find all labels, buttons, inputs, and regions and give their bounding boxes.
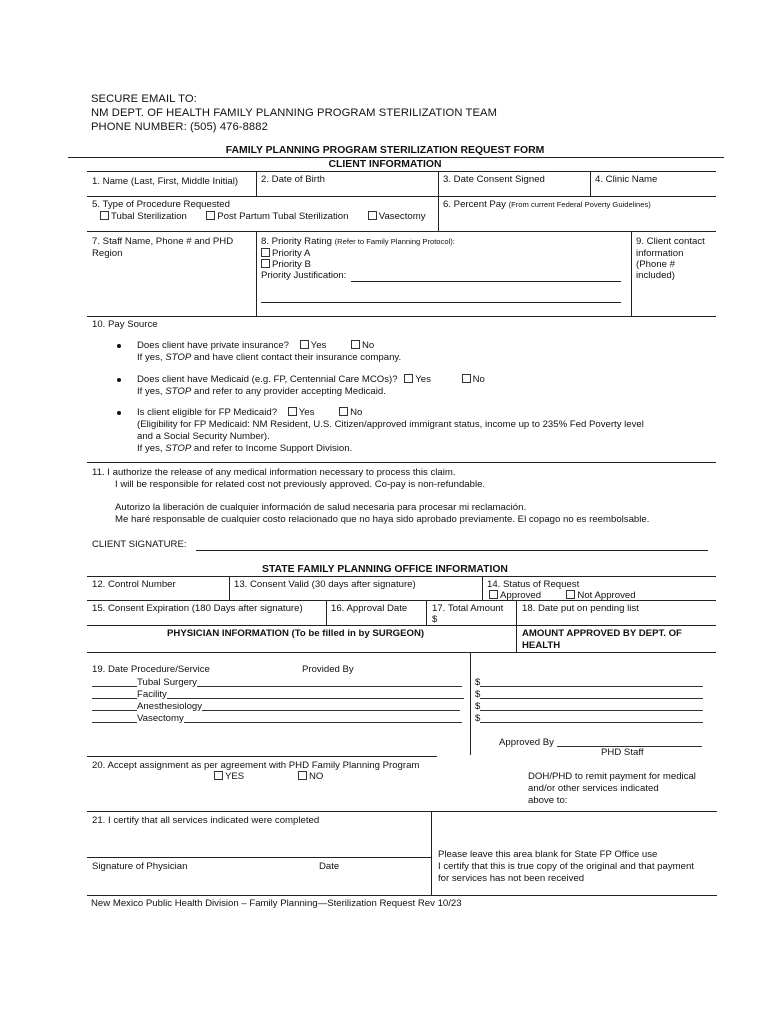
medicaid-yes-checkbox[interactable]: [404, 374, 413, 383]
service-row-facility[interactable]: Facility: [92, 688, 464, 700]
priority-justification-line[interactable]: [351, 281, 621, 282]
true-copy-line-2: for services has not been received: [438, 873, 585, 884]
amount-vasectomy[interactable]: $: [475, 712, 703, 724]
procedure-type-label: 5. Type of Procedure Requested: [92, 199, 230, 210]
accept-no-checkbox: [298, 771, 307, 780]
pending-date-label: 18. Date put on pending list: [522, 603, 639, 614]
approved-checkbox[interactable]: [489, 590, 498, 599]
clinic-name-field-label: 4. Clinic Name: [595, 174, 658, 185]
request-status-label: 14. Status of Request: [487, 579, 580, 590]
priority-justification-label: Priority Justification:: [261, 270, 347, 281]
physician-info-title: PHYSICIAN INFORMATION (To be filled in by SURGEON): [167, 628, 425, 639]
client-signature-line[interactable]: [196, 550, 708, 551]
approval-date-label: 16. Approval Date: [331, 603, 408, 614]
private-insurance-instruction: If yes, STOP and have client contact their insurance company.: [137, 352, 402, 363]
amount-approved-title-2: HEALTH: [522, 640, 561, 651]
vasectomy-checkbox[interactable]: [368, 211, 377, 220]
consent-date-field-label: 3. Date Consent Signed: [443, 174, 545, 185]
service-row-tubal[interactable]: Tubal Surgery: [92, 676, 462, 688]
authorization-line-1: 11. I authorize the release of any medical information necessary to process this claim.: [92, 467, 456, 478]
name-field-label: 1. Name (Last, First, Middle Initial): [92, 176, 239, 187]
authorization-line-2: I will be responsible for related cost not previously approved. Co-pay is non-refundable.: [115, 479, 486, 490]
state-office-title: STATE FAMILY PLANNING OFFICE INFORMATION: [262, 564, 508, 575]
priority-b-checkbox: [261, 259, 270, 268]
medicaid-instruction: If yes, STOP and refer to any provider accepting Medicaid.: [137, 386, 386, 397]
approved-by-line[interactable]: [557, 736, 702, 747]
phone-number: PHONE NUMBER: (505) 476-8882: [91, 121, 268, 133]
provided-by-label: Provided By: [302, 664, 354, 675]
amount-anesthesiology[interactable]: $: [475, 700, 703, 712]
priority-a-checkbox: [261, 248, 270, 257]
priority-justification-line-2[interactable]: [261, 302, 621, 303]
priority-a-option[interactable]: Priority A: [261, 248, 310, 259]
procedure-options: Tubal Sterilization Post Partum Tubal Sterilization Vasectomy: [100, 211, 426, 222]
tubal-checkbox[interactable]: [100, 211, 109, 220]
doh-remit-1: DOH/PHD to remit payment for medical: [528, 771, 696, 782]
dob-field-label: 2. Date of Birth: [261, 174, 325, 185]
priority-b-option[interactable]: Priority B: [261, 259, 311, 270]
doh-remit-3: above to:: [528, 795, 568, 806]
bullet: [117, 376, 121, 387]
fp-medicaid-eligibility-2: and a Social Security Number).: [137, 431, 270, 442]
accept-no-option[interactable]: NO: [298, 771, 323, 782]
control-number-label: 12. Control Number: [92, 579, 176, 590]
team-name: NM DEPT. OF HEALTH FAMILY PLANNING PROGRAM STERILIZATION TEAM: [91, 107, 498, 119]
total-amount-label: 17. Total Amount: [432, 603, 504, 614]
authorization-line-3: Autorizo la liberación de cualquier información de salud necesaria para procesar mi reclamación.: [115, 502, 527, 513]
leave-blank-note: Please leave this area blank for State FP Office use: [438, 849, 658, 860]
consent-valid-label: 13. Consent Valid (30 days after signature): [234, 579, 416, 590]
medicaid-question: Does client have Medicaid (e.g. FP, Centennial Care MCOs)? Yes No: [137, 374, 485, 385]
form-title: FAMILY PLANNING PROGRAM STERILIZATION REQUEST FORM: [225, 145, 545, 156]
approved-by-label: Approved By: [499, 736, 702, 748]
medicaid-no-checkbox[interactable]: [462, 374, 471, 383]
total-amount-dollar: $: [432, 614, 438, 625]
secure-email-label: SECURE EMAIL TO:: [91, 93, 197, 105]
title-rule: [68, 157, 724, 158]
accept-yes-checkbox: [214, 771, 223, 780]
phd-staff-label: PHD Staff: [601, 747, 644, 758]
client-info-title: CLIENT INFORMATION: [328, 159, 442, 170]
authorization-line-4: Me haré responsable de cualquier costo relacionado que no haya sido aprobado previamente. El copago no es reembolsable.: [115, 514, 650, 525]
accept-assignment-label: 20. Accept assignment as per agreement with PHD Family Planning Program: [92, 760, 420, 771]
private-insurance-question: Does client have private insurance? Yes No: [137, 340, 375, 351]
staff-region-label: Region: [92, 248, 123, 259]
service-row-vasectomy[interactable]: Vasectomy: [92, 712, 462, 724]
amount-approved-title-1: AMOUNT APPROVED BY DEPT. OF: [522, 628, 682, 639]
amount-tubal[interactable]: $: [475, 676, 703, 688]
accept-yes-option[interactable]: YES: [214, 771, 244, 782]
service-row-anesthesiology[interactable]: Anesthesiology: [92, 700, 460, 712]
footer: New Mexico Public Health Division – Family Planning—Sterilization Request Rev 10/23: [91, 898, 462, 909]
physician-signature-line[interactable]: [87, 857, 431, 858]
not-approved-checkbox[interactable]: [566, 590, 575, 599]
amount-facility[interactable]: $: [475, 688, 703, 700]
pay-source-title: 10. Pay Source: [92, 319, 158, 330]
bullet: [117, 409, 121, 420]
true-copy-line-1: I certify that this is true copy of the original and that payment: [438, 861, 694, 872]
client-contact-label-2: information: [636, 248, 684, 259]
percent-pay-label: 6. Percent Pay (From current Federal Poverty Guidelines): [443, 199, 651, 210]
fp-medicaid-yes-checkbox[interactable]: [288, 407, 297, 416]
client-contact-label-1: 9. Client contact: [636, 236, 705, 247]
client-signature-label: CLIENT SIGNATURE:: [92, 539, 187, 550]
physician-signature-label: Signature of Physician: [92, 861, 188, 872]
client-contact-label-3: (Phone #: [636, 259, 675, 270]
fp-medicaid-no-checkbox[interactable]: [339, 407, 348, 416]
consent-expiration-label: 15. Consent Expiration (180 Days after signature): [92, 603, 303, 614]
fp-medicaid-instruction: If yes, STOP and refer to Income Support Division.: [137, 443, 353, 454]
bullet: [117, 342, 121, 353]
status-options: Approved Not Approved: [489, 590, 636, 601]
client-contact-label-4: included): [636, 270, 675, 281]
doh-remit-2: and/or other services indicated: [528, 783, 659, 794]
priority-rating-label: 8. Priority Rating (Refer to Family Planning Protocol):: [261, 236, 455, 247]
fp-medicaid-question: Is client eligible for FP Medicaid? Yes No: [137, 407, 363, 418]
private-ins-yes-checkbox[interactable]: [300, 340, 309, 349]
private-ins-no-checkbox[interactable]: [351, 340, 360, 349]
postpartum-checkbox[interactable]: [206, 211, 215, 220]
staff-name-label: 7. Staff Name, Phone # and PHD: [92, 236, 234, 247]
fp-medicaid-eligibility-1: (Eligibility for FP Medicaid: NM Resident, U.S. Citizen/approved immigrant status, income up to 235% Fed Poverty level: [137, 419, 644, 430]
physician-date-label: Date: [319, 861, 340, 872]
certify-services-label: 21. I certify that all services indicated were completed: [92, 815, 320, 826]
date-procedure-label: 19. Date Procedure/Service: [92, 664, 210, 675]
